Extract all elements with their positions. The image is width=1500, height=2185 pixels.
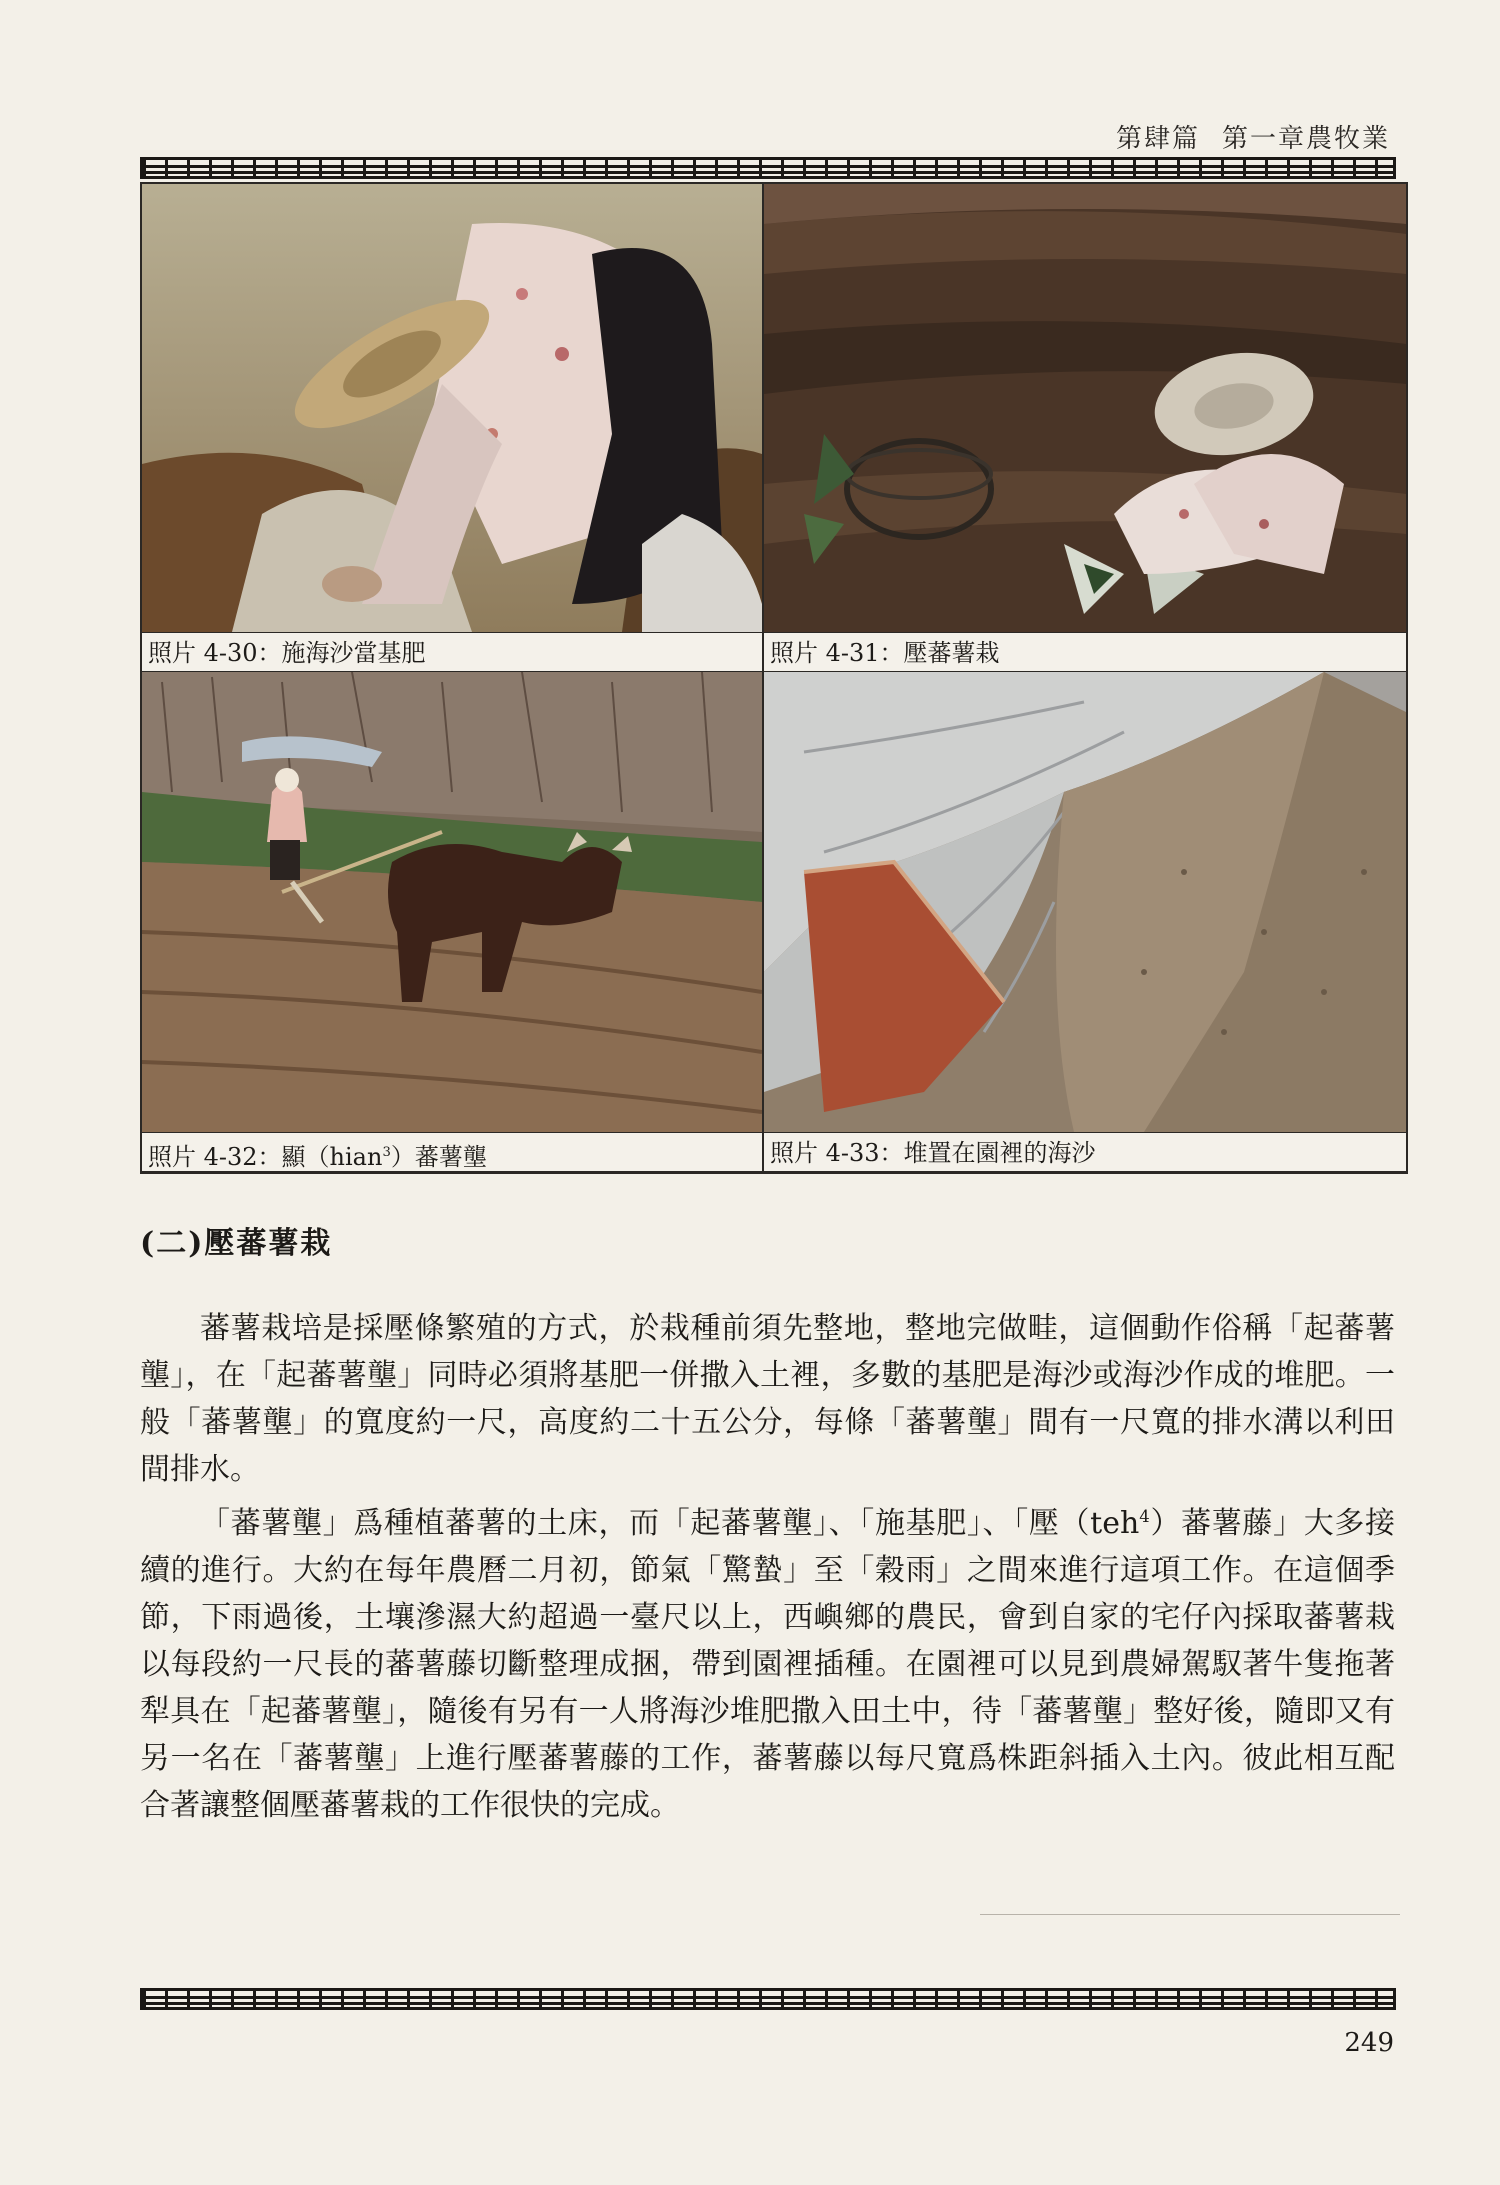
photo-4-33-caption: 照片 4-33：堆置在園裡的海沙	[764, 1132, 1406, 1172]
photo-4-33-image	[764, 672, 1406, 1132]
section-title: (二)壓蕃薯栽	[140, 1226, 333, 1261]
running-header	[1116, 118, 1390, 155]
body-text	[140, 1305, 1395, 1829]
photo-4-32-caption	[142, 1132, 762, 1172]
top-decorative-border	[140, 157, 1396, 179]
header-chapter: 第一章農牧業	[1221, 124, 1390, 154]
photo-4-31-image	[764, 184, 1406, 632]
photo-4-32-caption-sup: 3	[382, 1145, 391, 1160]
photo-4-32-caption-after: ）蕃薯壟	[390, 1143, 487, 1171]
photo-cell-4-33	[764, 672, 1406, 1172]
photo-4-31-caption: 照片 4-31：壓蕃薯栽	[764, 632, 1406, 672]
bottom-decorative-border	[140, 1988, 1396, 2010]
paragraph-2	[140, 1493, 1395, 1829]
photo-cell-4-31	[764, 184, 1406, 672]
photo-grid	[140, 182, 1408, 1174]
photo-4-32-caption-before: 照片 4-32：顯（hian	[148, 1143, 383, 1171]
photo-cell-4-32	[142, 672, 762, 1172]
photo-4-30-caption: 照片 4-30：施海沙當基肥	[142, 632, 762, 672]
paragraph-1: 蕃薯栽培是採壓條繁殖的方式，於栽種前須先整地，整地完做畦，這個動作俗稱「起蕃薯壟」，在「起蕃薯壟」同時必須將基肥一併撒入土裡，多數的基肥是海沙或海沙作成的堆肥。一般「蕃薯壟」的寬度約一尺，高度約二十五公分，每條「蕃薯壟」間有一尺寬的排水溝以利田間排水。	[140, 1311, 1395, 1487]
paragraph-2-before: 「蕃薯壟」爲種植蕃薯的土床，而「起蕃薯壟」、「施基肥」、「壓（teh	[200, 1506, 1140, 1541]
photo-4-32-image	[142, 672, 762, 1132]
header-part: 第肆篇	[1115, 124, 1200, 154]
footnote-separator	[980, 1914, 1400, 1915]
page-number: 249	[1344, 2028, 1394, 2058]
paragraph-2-after: ）蕃薯藤」大多接續的進行。大約在每年農曆二月初，節氣「驚蟄」至「穀雨」之間來進行這項工作。在這個季節，下雨過後，土壤滲濕大約超過一臺尺以上，西嶼鄉的農民，會到自家的宅仔內採取蕃薯栽以每段約一尺長的蕃薯藤切斷整理成捆，帶到園裡插種。在園裡可以見到農婦駕馭著牛隻拖著犁具在「起蕃薯壟」，隨後有另有一人將海沙堆肥撒入田土中，待「蕃薯壟」整好後，隨即又有另一名在「蕃薯壟」上進行壓蕃薯藤的工作，蕃薯藤以每尺寬爲株距斜插入土內。彼此相互配合著讓整個壓蕃薯栽的工作很快的完成。	[140, 1506, 1395, 1823]
paragraph-2-sup: 4	[1139, 1507, 1150, 1526]
photo-cell-4-30	[142, 184, 762, 672]
photo-4-30-image	[142, 184, 762, 632]
